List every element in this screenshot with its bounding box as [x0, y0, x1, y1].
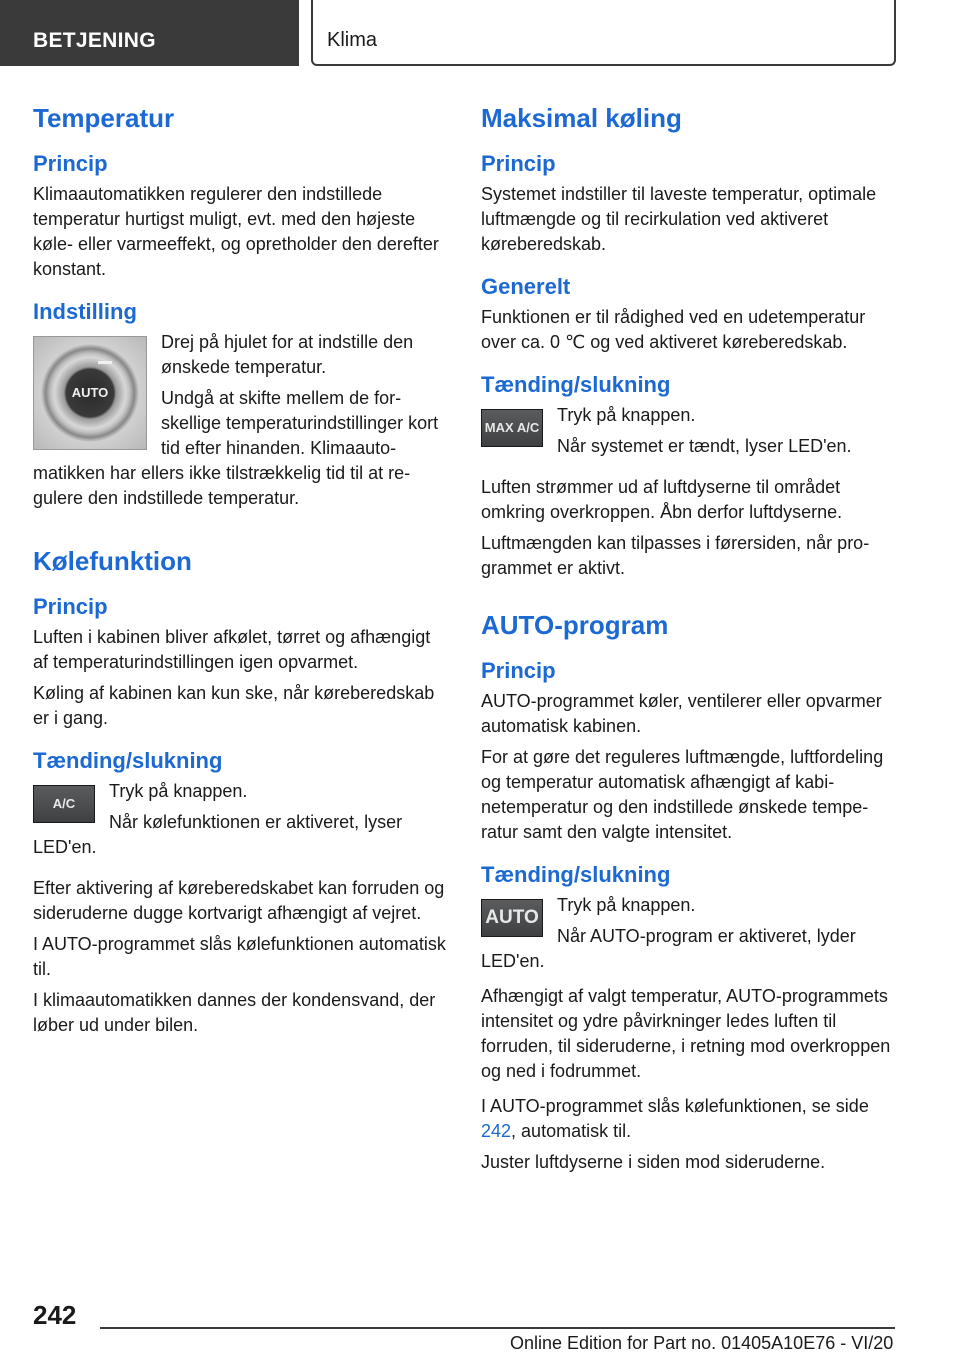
- paragraph-with-link: [481, 1094, 896, 1144]
- paragraph: I klimaautomatikken dannes der kondensvand, der løber ud under bilen.: [33, 990, 436, 1035]
- footer-edition: Online Edition for Part no. 01405A10E76 - VI/20: [510, 1333, 894, 1353]
- temperature-knob-image: [33, 336, 147, 450]
- heading-princip: Princip: [33, 594, 108, 619]
- figure-row: [33, 330, 448, 517]
- heading-indstilling: Indstilling: [33, 299, 137, 324]
- paragraph: Når AUTO-program er aktiveret, lyder LED'en.: [481, 926, 856, 971]
- paragraph: Funktionen er til rådighed ved en udetemperatur over ca. 0 ℃ og ved aktiveret køreberedskab.: [481, 307, 866, 352]
- paragraph: Klimaautomatikken regulerer den indstillede temperatur hurtigst muligt, evt. med den højeste køle- eller varmeeffekt, og opretholder den derefter konstant.: [33, 184, 439, 279]
- paragraph: Efter aktivering af køreberedskabet kan forruden og sideruderne dugge kortvarigt afhængigt af vejret.: [33, 878, 445, 923]
- paragraph: Luften i kabinen bliver afkølet, tørret og afhængigt af temperaturindstillingen igen opvarmet.: [33, 627, 431, 672]
- paragraph: Tryk på knappen.: [557, 405, 696, 425]
- paragraph: For at gøre det reguleres luftmængde, luftfordeling og temperatur automatisk afhængigt af kabinetemperatur og den indstillede ønskede temperatur samt den valgte intensitet.: [481, 747, 884, 842]
- paragraph: Systemet indstiller til laveste temperatur, optimale luftmængde og til recirkulation ved aktiveret køreberedskab.: [481, 184, 877, 254]
- page-header: [0, 0, 960, 66]
- paragraph: Køling af kabinen kan kun ske, når køreberedskab er i gang.: [33, 683, 435, 728]
- paragraph: Når kølefunktionen er aktiveret, lyser LED'en.: [33, 812, 403, 857]
- heading-kolefunktion: Kølefunktion: [33, 546, 192, 576]
- paragraph: Afhængigt af valgt temperatur, AUTO-programmets intensitet og ydre påvirkninger ledes luften til forruden, til sideruderne, i retning mod overkroppen og ned i fodrummet.: [481, 986, 891, 1081]
- knob-label: AUTO: [71, 385, 109, 400]
- paragraph: Luften strømmer ud af luftdyserne til området omkring overkroppen. Åbn derfor luftdyserne.: [481, 477, 843, 522]
- page-number: 242: [33, 1300, 77, 1330]
- heading-princip: Princip: [481, 151, 556, 176]
- auto-button-image: AUTO: [481, 899, 543, 937]
- ac-button-image: A/C: [33, 785, 95, 823]
- heading-generelt: Generelt: [481, 274, 571, 299]
- heading-taending-slukning: Tænding/slukning: [481, 372, 671, 397]
- paragraph: AUTO-programmet køler, ventilerer eller opvarmer automatisk kabinen.: [481, 691, 882, 736]
- paragraph: Tryk på knappen.: [109, 781, 248, 801]
- left-column: [33, 100, 448, 1044]
- knob-indicator-icon: [98, 361, 112, 364]
- heading-maksimal-koling: Maksimal køling: [481, 103, 682, 133]
- figure-row: [33, 779, 448, 866]
- heading-taending-slukning: Tænding/slukning: [481, 862, 671, 887]
- heading-taending-slukning: Tænding/slukning: [33, 748, 223, 773]
- paragraph: Luftmængden kan tilpasses i førersiden, når programmet er aktivt.: [481, 533, 870, 578]
- heading-princip: Princip: [33, 151, 108, 176]
- figure-row: [481, 893, 896, 980]
- paragraph: Drej på hjulet for at indstille den ønskede temperatur.: [161, 332, 414, 377]
- figure-row: [481, 403, 896, 465]
- text-fragment: , automatisk til.: [511, 1121, 632, 1141]
- heading-princip: Princip: [481, 658, 556, 683]
- paragraph: Tryk på knappen.: [557, 895, 696, 915]
- paragraph: Juster luftdyserne i siden mod sideruderne.: [481, 1152, 826, 1172]
- max-ac-button-image: MAX A/C: [481, 409, 543, 447]
- paragraph: Undgå at skifte mellem de forskellige temperaturindstillinger kort tid efter hinanden. Klimaautomatikken har ellers ikke tilstrækkelig tid til at regulere den indstillede temperatur.: [33, 388, 439, 508]
- page-reference-link[interactable]: 242: [481, 1121, 512, 1141]
- paragraph: Når systemet er tændt, lyser LED'en.: [557, 436, 852, 456]
- heading-temperatur: Temperatur: [33, 103, 175, 133]
- right-column: [481, 100, 896, 1181]
- footer-divider: [100, 1327, 895, 1329]
- section-tab: BETJENING: [0, 0, 299, 66]
- text-fragment: I AUTO-programmet slås kølefunktionen, se side: [481, 1096, 869, 1116]
- paragraph: I AUTO-programmet slås kølefunktionen automatisk til.: [33, 934, 446, 979]
- heading-auto-program: AUTO-program: [481, 610, 669, 640]
- chapter-tab: Klima: [311, 0, 896, 66]
